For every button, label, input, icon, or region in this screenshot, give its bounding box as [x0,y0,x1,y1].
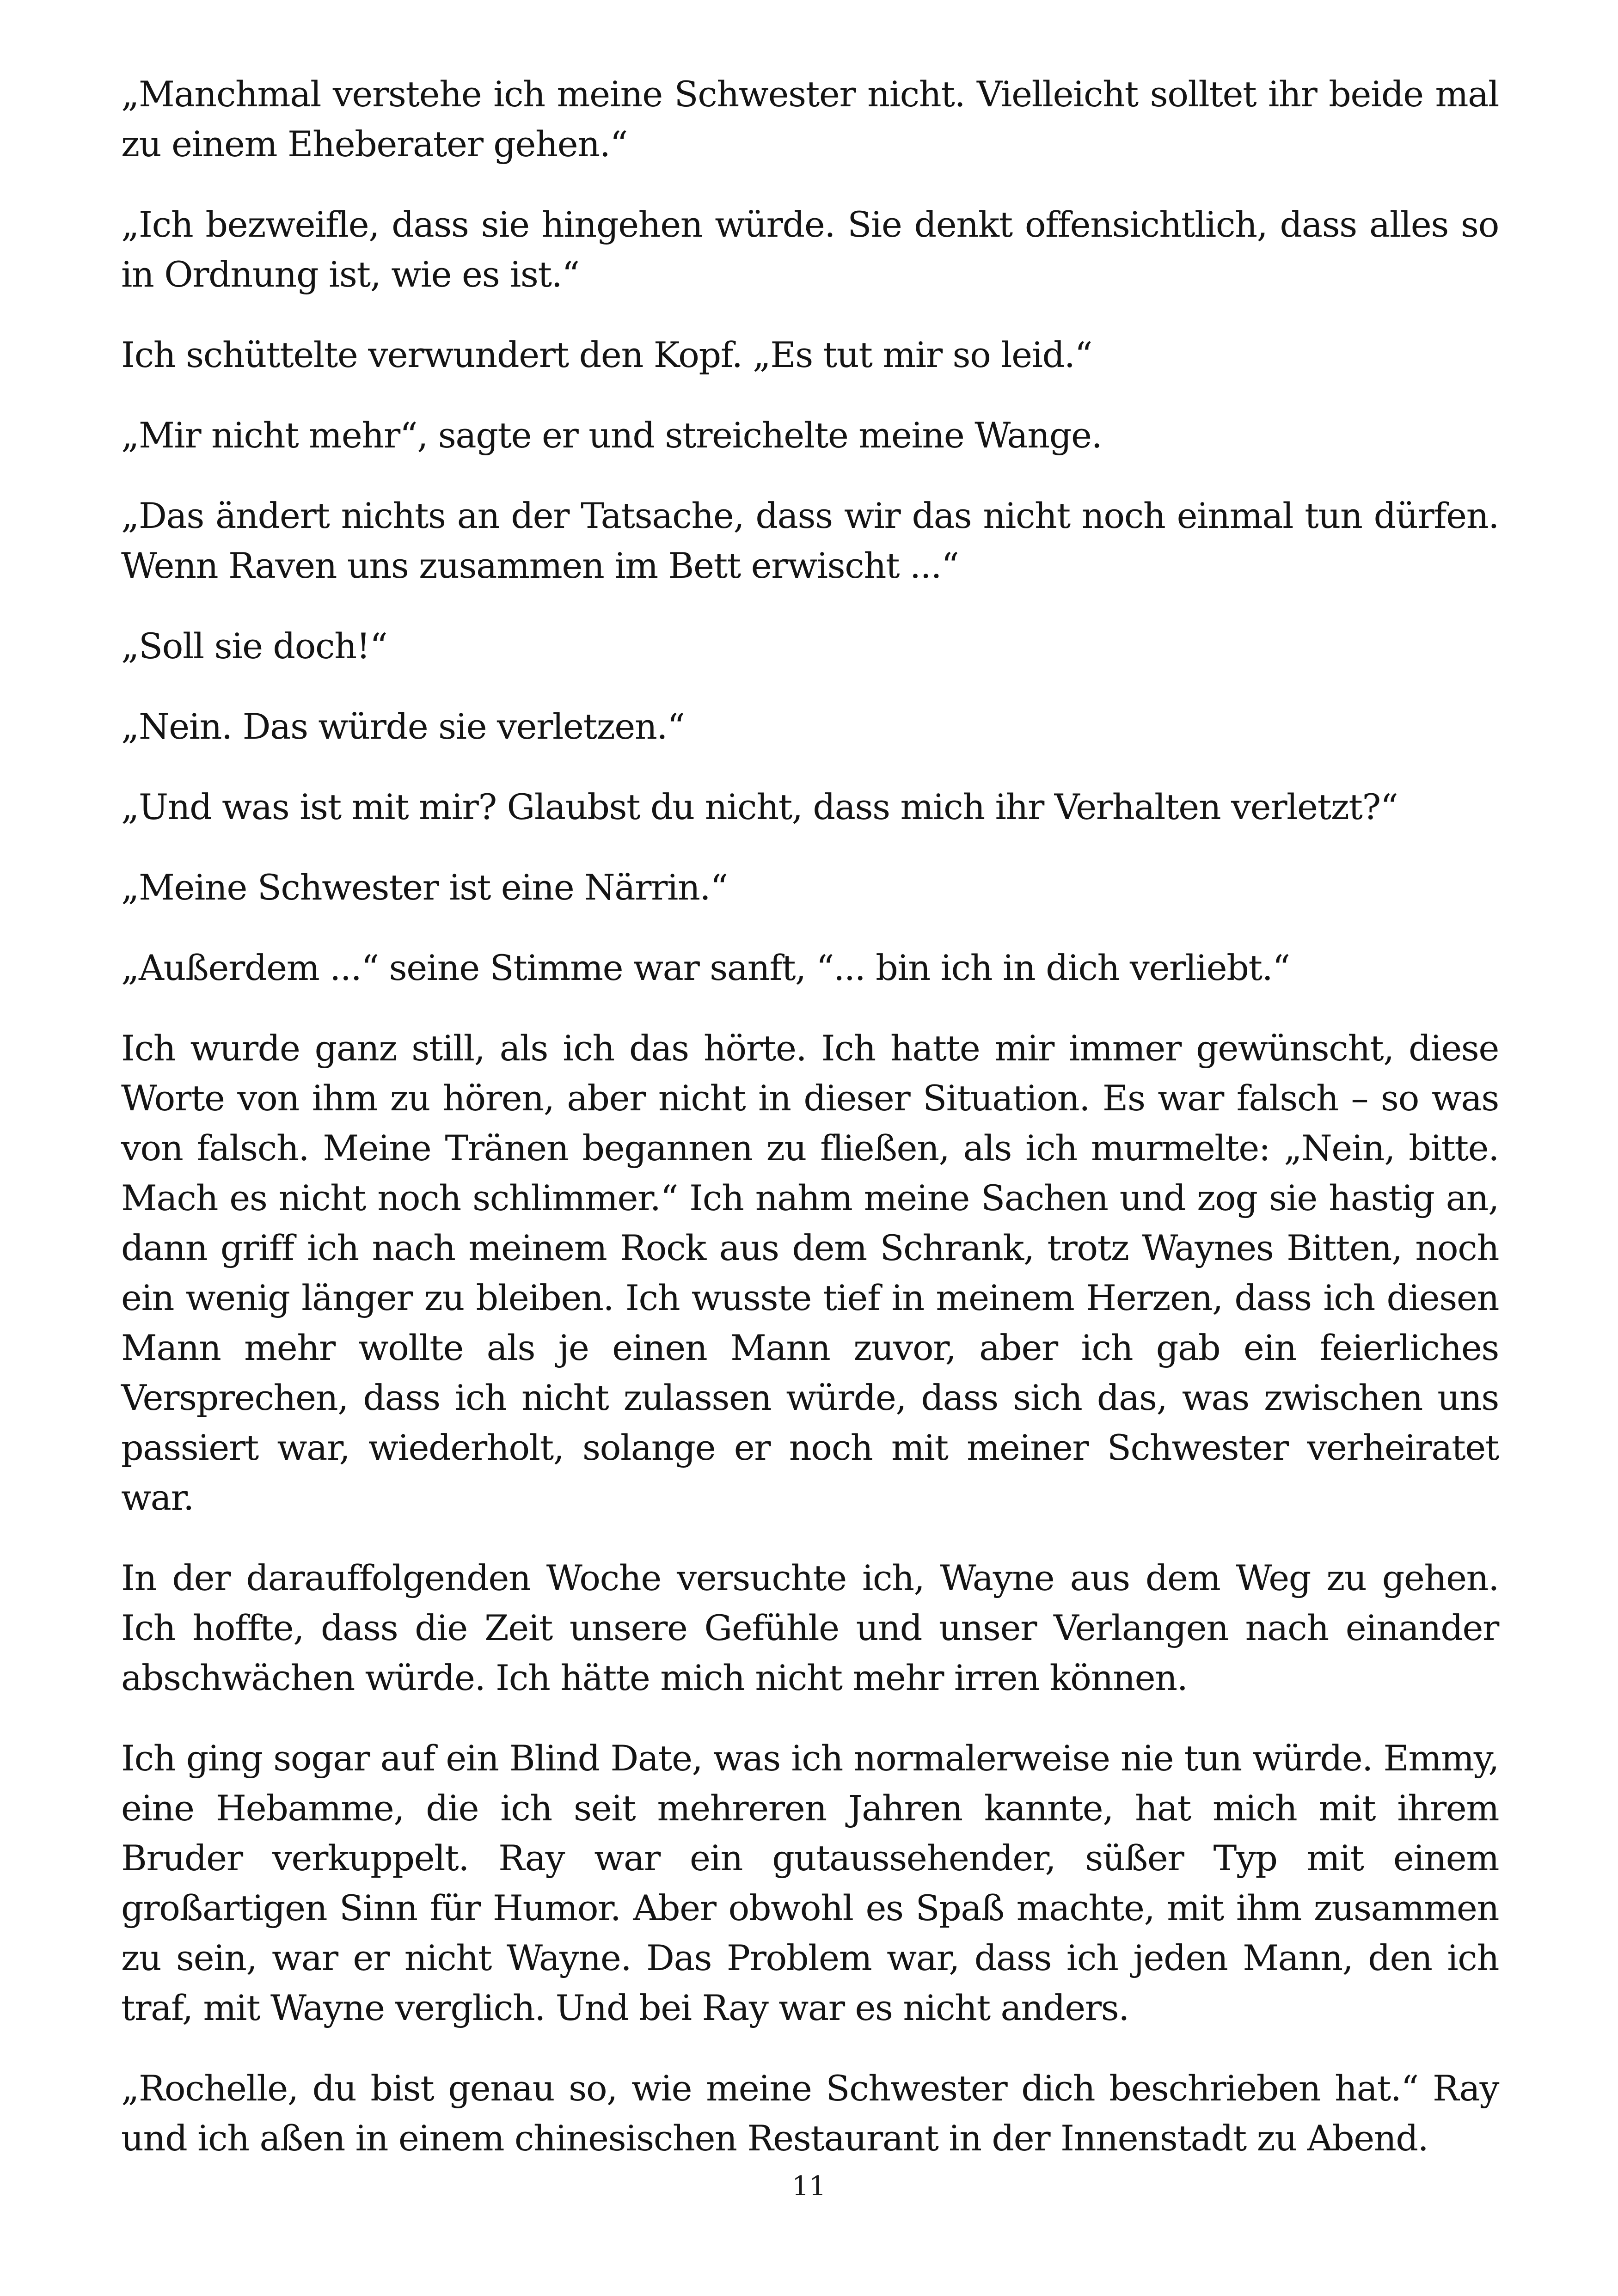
paragraph-10: „Außerdem ...“ seine Stimme war sanft, “... bin ich in dich verliebt.“ [121,947,1290,988]
paragraph-12: In der darauffolgenden Woche versuchte ich, Wayne aus dem Weg zu gehen. Ich hoffte, dass die Zeit unsere Gefühle und unser Verlangen nach einander abschwächen würde. Ich hätte mich nicht mehr irren können. [121,1557,1499,1698]
paragraph-14: „Rochelle, du bist genau so, wie meine Schwester dich beschrieben hat.“ Ray und ich aßen in einem chinesischen Restaurant in der Innenstadt zu Abend. [121,2068,1499,2159]
paragraph-3: Ich schüttelte verwundert den Kopf. „Es tut mir so leid.“ [121,334,1092,375]
paragraph-2: „Ich bezweifle, dass sie hingehen würde. Sie denkt offensichtlich, dass alles so in Ordnung ist, wie es ist.“ [121,204,1499,295]
paragraph-7: „Nein. Das würde sie verletzen.“ [121,706,685,747]
paragraph-5: „Das ändert nichts an der Tatsache, dass wir das nicht noch einmal tun dürfen. Wenn Raven uns zusammen im Bett erwischt ...“ [121,495,1499,586]
paragraph-1: „Manchmal verstehe ich meine Schwester nicht. Vielleicht solltet ihr beide mal zu einem Eheberater gehen.“ [121,73,1499,165]
paragraph-4: „Mir nicht mehr“, sagte er und streichelte meine Wange. [121,415,1102,456]
paragraph-11: Ich wurde ganz still, als ich das hörte. Ich hatte mir immer gewünscht, diese Worte von ihm zu hören, aber nicht in dieser Situation. Es war falsch – so was von falsch. Meine Tränen begannen zu fließen, als ich murmelte: „Nein, bitte. Mach es nicht noch schlimmer.“ Ich nahm meine Sachen und zog sie hastig an, dann griff ich nach meinem Rock aus dem Schrank, trotz Waynes Bitten, noch ein wenig länger zu bleiben. Ich wusste tief in meinem Herzen, dass ich diesen Mann mehr wollte als je einen Mann zuvor, aber ich gab ein feierliches Versprechen, dass ich nicht zulassen würde, dass sich das, was zwischen uns passiert war, wiederholt, solange er noch mit meiner Schwester verheiratet war. [121,1028,1499,1518]
paragraph-13: Ich ging sogar auf ein Blind Date, was ich normalerweise nie tun würde. Emmy, eine Hebamme, die ich seit mehreren Jahren kannte, hat mich mit ihrem Bruder verkuppelt. Ray war ein gutaussehender, süßer Typ mit einem großartigen Sinn für Humor. Aber obwohl es Spaß machte, mit ihm zusammen zu sein, war er nicht Wayne. Das Problem war, dass ich jeden Mann, den ich traf, mit Wayne verglich. Und bei Ray war es nicht anders. [121,1738,1499,2028]
paragraph-9: „Meine Schwester ist eine Närrin.“ [121,867,728,908]
page-number: 11 [792,2170,826,2202]
paragraph-6: „Soll sie doch!“ [121,625,387,667]
paragraph-8: „Und was ist mit mir? Glaubst du nicht, dass mich ihr Verhalten verletzt?“ [121,786,1398,827]
book-page-body [121,69,1499,2194]
